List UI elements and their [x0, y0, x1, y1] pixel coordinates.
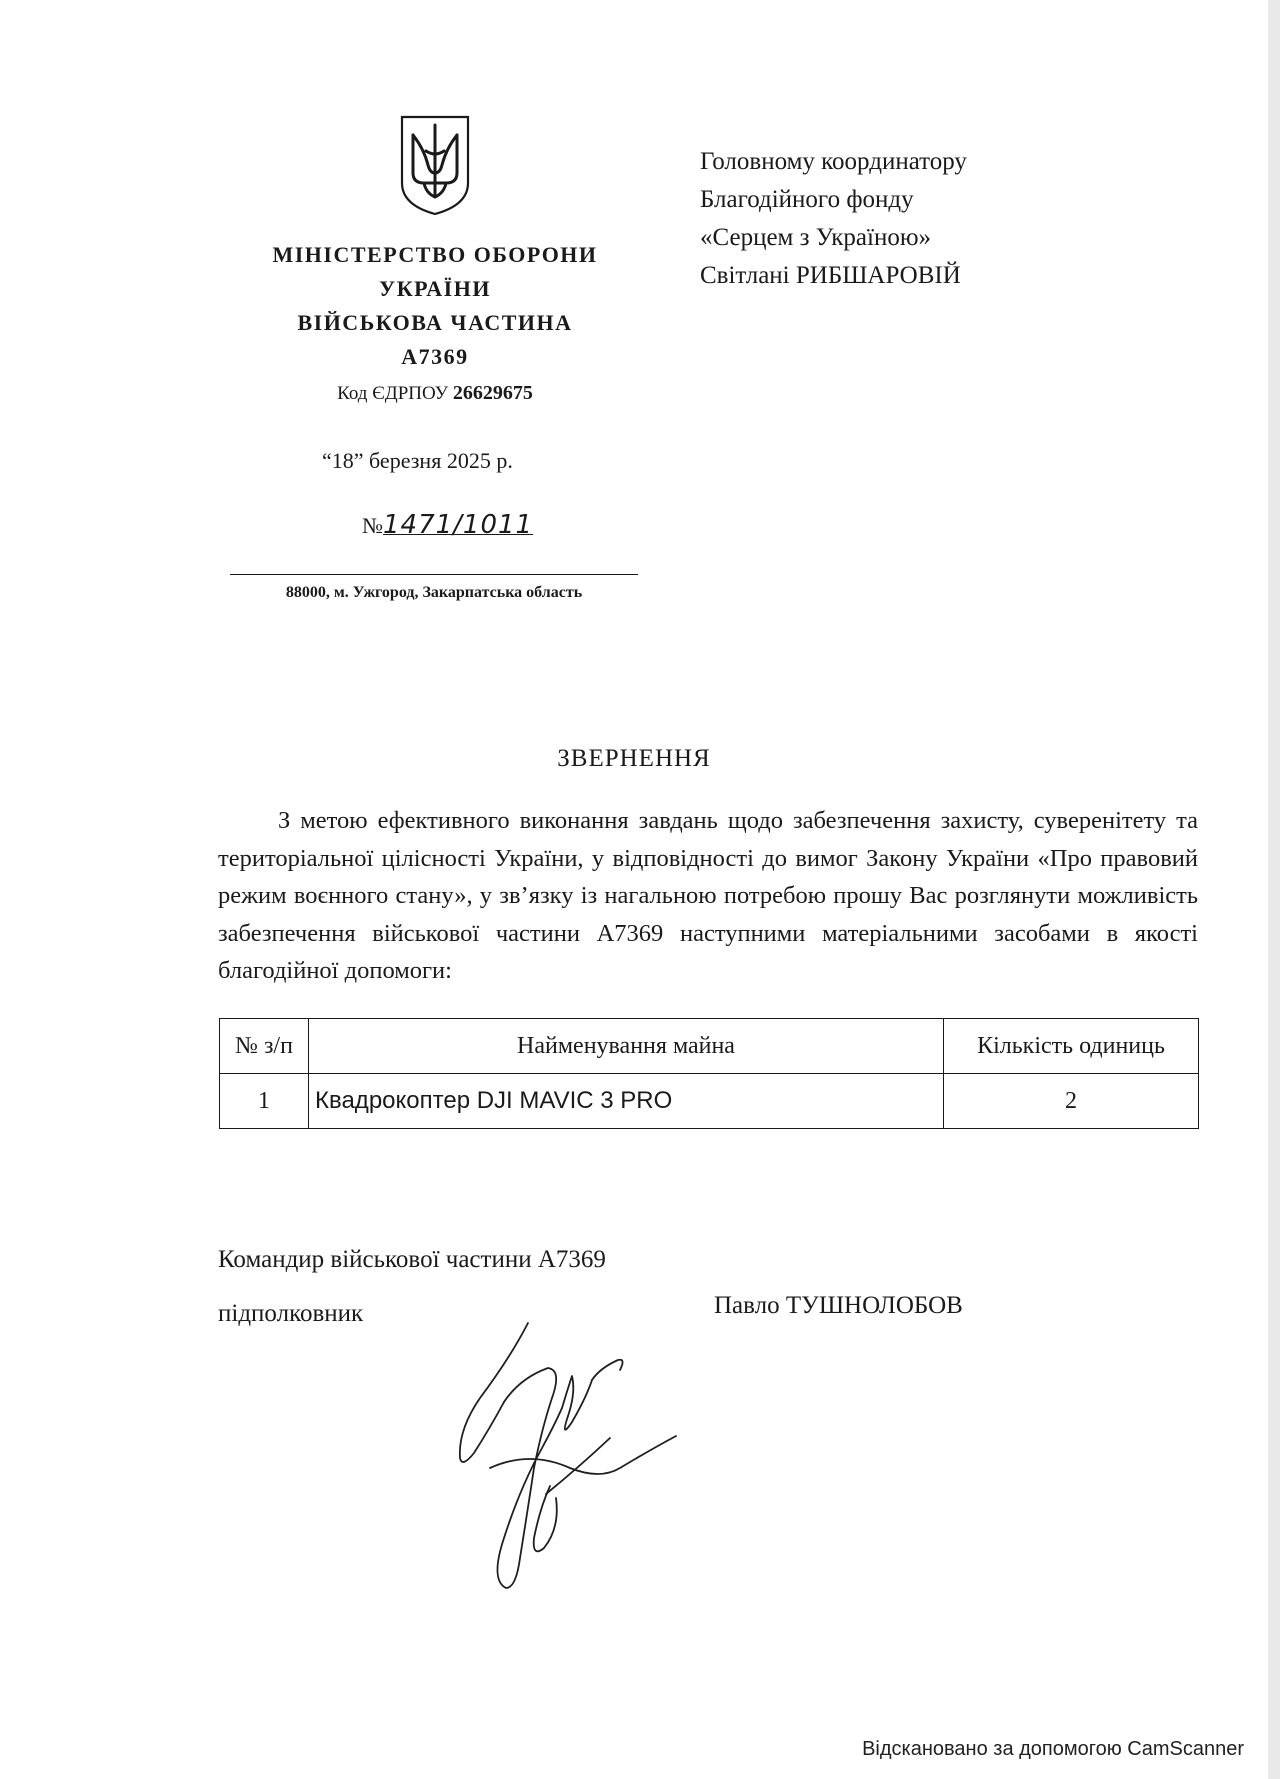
row-quantity: 2: [944, 1074, 1199, 1129]
row-item-name: Квадрокоптер DJI MAVIC 3 PRO: [309, 1074, 944, 1129]
items-table: [219, 1018, 1199, 1129]
ministry-name-line2: УКРАЇНИ: [379, 276, 491, 301]
addressee-line-4: Світлані РИБШАРОВІЙ: [700, 262, 961, 289]
addressee-block: [700, 143, 967, 295]
edrpou-value: 26629675: [452, 382, 533, 404]
military-unit-number: А7369: [401, 344, 469, 369]
registration-prefix: №: [362, 513, 383, 538]
document-title: ЗВЕРНЕННЯ: [557, 745, 711, 772]
addressee-line-1: Головному координатору: [700, 148, 967, 175]
addressee-line-3: «Серцем з Україною»: [700, 224, 931, 251]
sender-header: [200, 238, 670, 409]
handwritten-signature: [450, 1318, 680, 1598]
row-number: 1: [220, 1074, 309, 1129]
header-number: № з/п: [220, 1019, 309, 1074]
military-unit-label: ВІЙСЬКОВА ЧАСТИНА: [297, 310, 573, 335]
signatory-name: Павло ТУШНОЛОБОВ: [714, 1292, 963, 1319]
coat-of-arms-icon: [398, 113, 472, 217]
edrpou-label: Код ЄДРПОУ: [337, 383, 449, 404]
document-date: “18” березня 2025 р.: [322, 448, 513, 473]
signatory-position: Командир військової частини А7369: [218, 1246, 606, 1273]
camscanner-watermark: Відскановано за допомогою CamScanner: [862, 1738, 1244, 1760]
registration-handwritten-number: 1471/1011: [383, 510, 534, 540]
addressee-line-2: Благодійного фонду: [700, 186, 914, 213]
ministry-name-line1: МІНІСТЕРСТВО ОБОРОНИ: [272, 242, 598, 267]
edrpou-code: [200, 378, 670, 409]
header-item-name: Найменування майна: [309, 1019, 944, 1074]
table-header-row: [220, 1019, 1199, 1074]
header-divider: [230, 574, 638, 575]
body-paragraph: З метою ефективного виконання завдань щодо забезпечення захисту, суверенітету та територіальної цілісності України, у відповідності до вимог Закону України «Про правовий режим воєнного стану», у зв’язку із нагальною потребою прошу Вас розглянути можливість забезпечення військової частини А7369 наступними матеріальними засобами в якості благодійної допомоги:: [218, 807, 1198, 984]
signatory-rank: підполковник: [218, 1300, 364, 1327]
table-row: [220, 1074, 1199, 1129]
sender-address: 88000, м. Ужгород, Закарпатська область: [285, 584, 583, 601]
scan-edge: [1268, 0, 1280, 1779]
registration-number: [362, 510, 533, 540]
header-quantity: Кількість одиниць: [944, 1019, 1199, 1074]
